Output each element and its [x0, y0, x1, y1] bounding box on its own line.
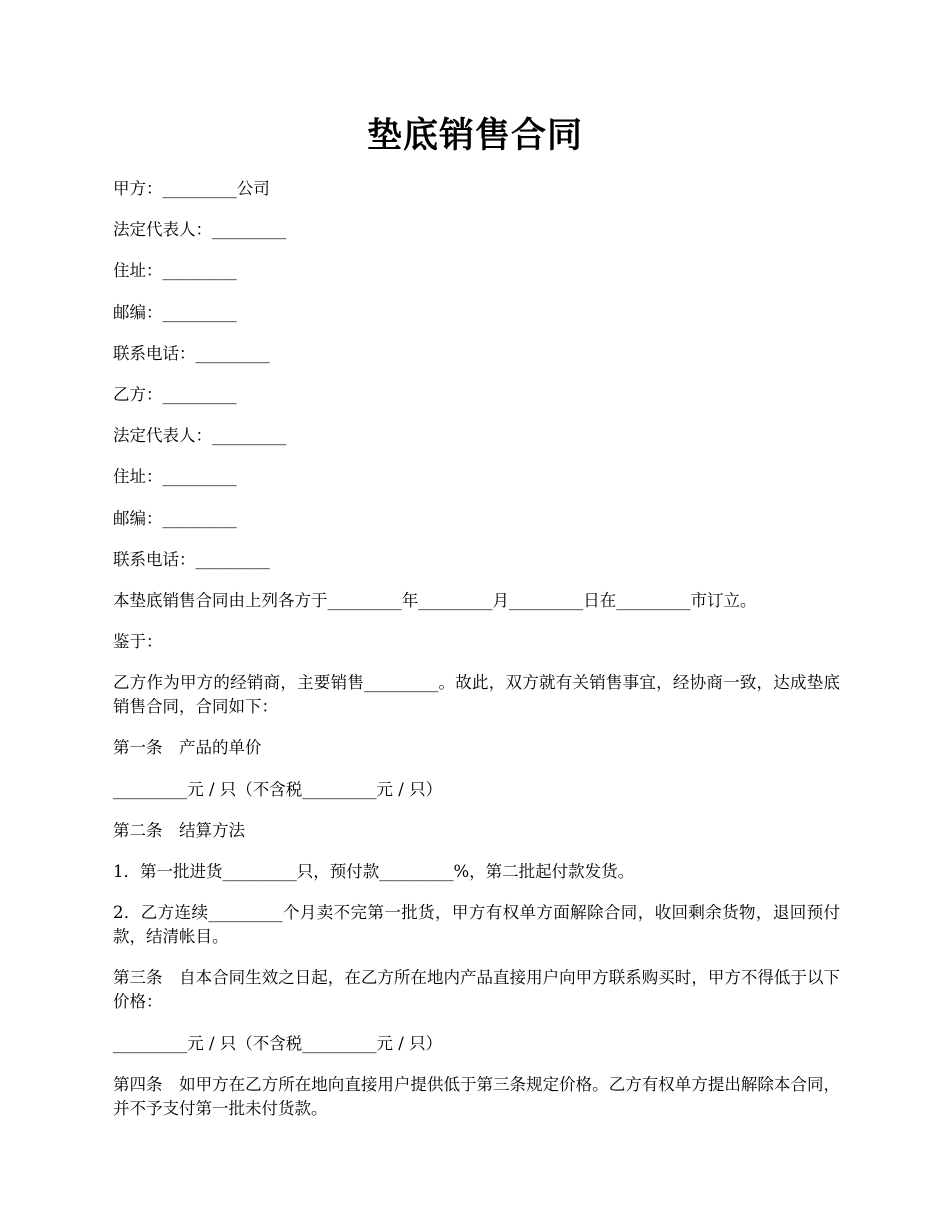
article-4: 第四条 如甲方在乙方所在地向直接用户提供低于第三条规定价格。乙方有权单方提出解除本合同，并不予支付第一批未付货款。 — [113, 1074, 840, 1118]
document-body — [113, 177, 840, 1138]
article-3: 第三条 自本合同生效之日起，在乙方所在地内产品直接用户向甲方联系购买时，甲方不得低于以下价格： — [113, 968, 840, 1012]
party-a-legal-representative: 法定代表人：_________ — [113, 220, 287, 240]
article-1-unit-price: _________元 / 只（不含税_________元 / 只） — [113, 779, 443, 799]
party-b-name: 乙方：_________ — [113, 384, 237, 404]
article-2-item-2: 2．乙方连续_________个月卖不完第一批货，甲方有权单方面解除合同，收回剩余货物，退回预付款，结清帐目。 — [113, 903, 840, 947]
party-a-address: 住址：_________ — [113, 261, 237, 281]
article-2-item-1: 1．第一批进货_________只，预付款_________%，第二批起付款发货。 — [113, 862, 635, 881]
article-1-heading: 第一条 产品的单价 — [113, 738, 262, 758]
party-b-legal-representative: 法定代表人：_________ — [113, 426, 287, 446]
article-3-price: _________元 / 只（不含税_________元 / 只） — [113, 1033, 443, 1053]
party-a-name: 甲方：_________公司 — [113, 179, 270, 198]
document-title: 垫底销售合同 — [366, 115, 583, 156]
party-b-postcode: 邮编：_________ — [113, 508, 237, 528]
party-a-postcode: 邮编：_________ — [113, 302, 237, 322]
whereas-clause: 乙方作为甲方的经销商，主要销售_________。故此，双方就有关销售事宜，经协商一致，达成垫底销售合同，合同如下： — [113, 673, 840, 717]
party-b-phone: 联系电话：_________ — [113, 549, 270, 569]
article-2-heading: 第二条 结算方法 — [113, 820, 245, 840]
party-a-phone: 联系电话：_________ — [113, 343, 270, 363]
whereas-heading: 鉴于： — [113, 632, 163, 652]
party-b-address: 住址：_________ — [113, 467, 237, 487]
contract-signing-statement: 本垫底销售合同由上列各方于_________年_________月_________日在_________市订立。 — [113, 590, 757, 610]
